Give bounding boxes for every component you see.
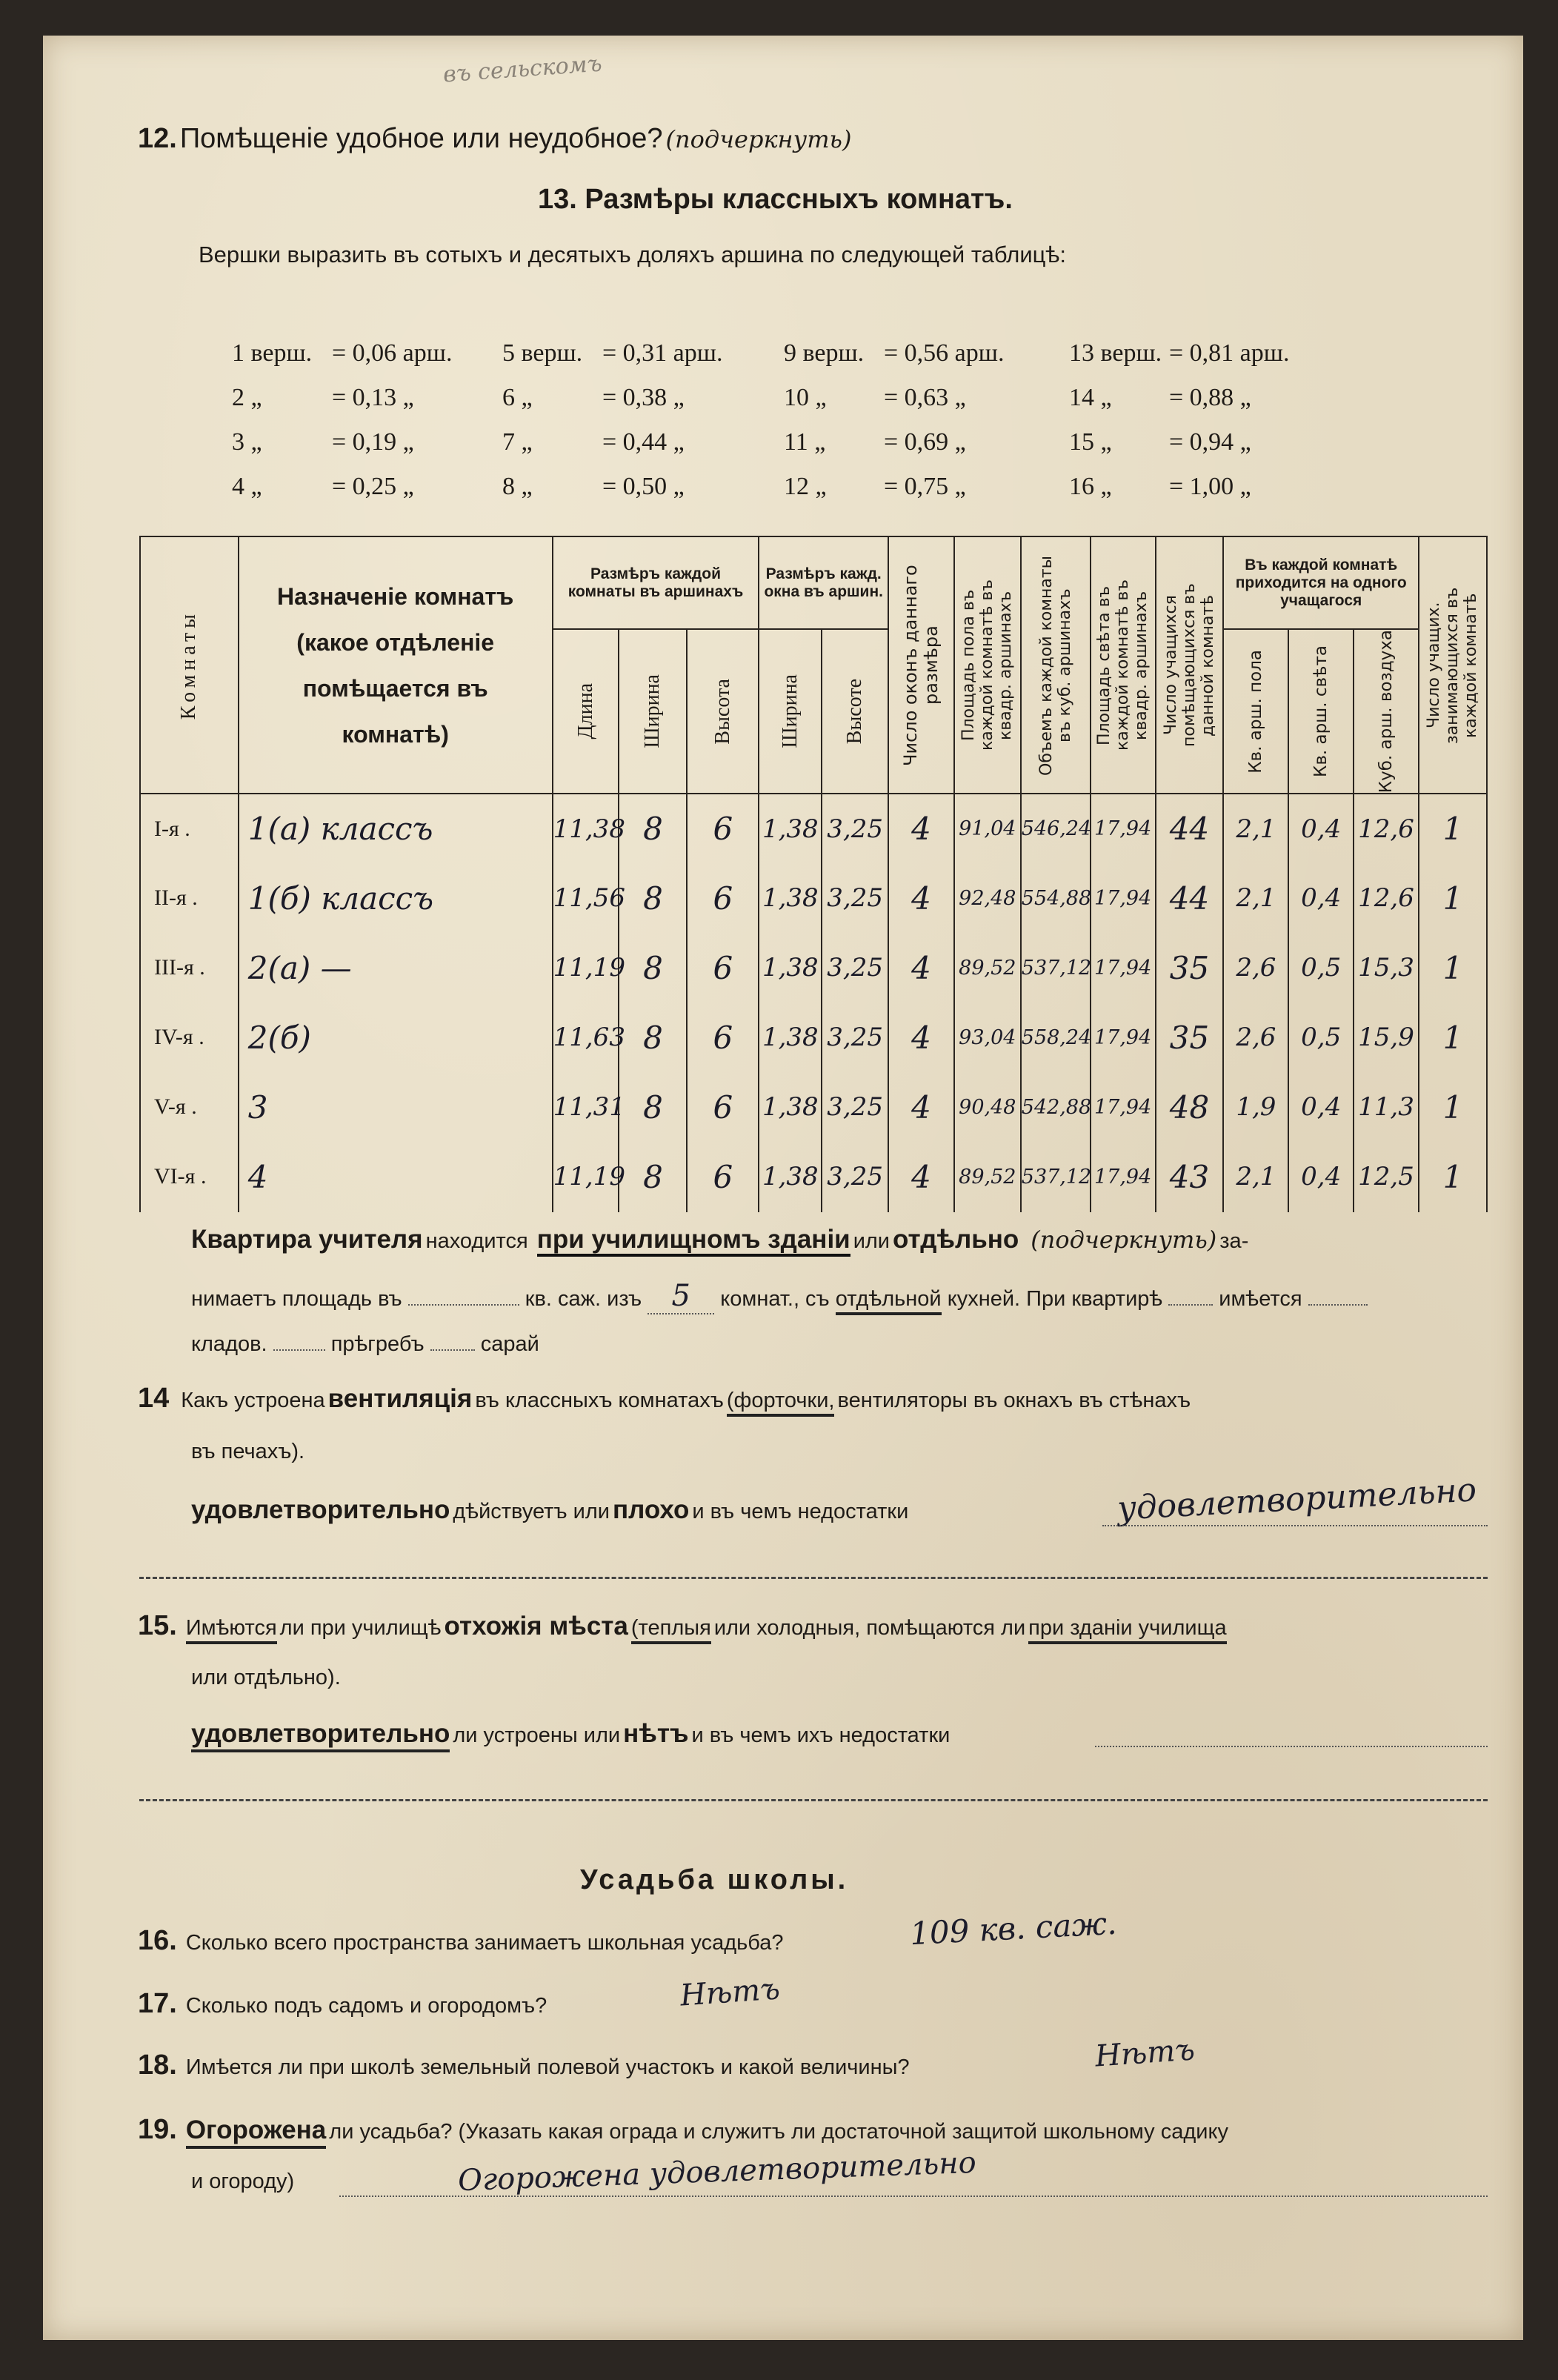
question-15: 15. Имѣются ли при училищѣ отхожія мѣста (теплыя или холодныя, помѣщаются ли при зданіи училища (138, 1610, 1227, 1642)
header-pupils-ratio: Число учащих. занимающихся въ каждой комнатѣ (1419, 536, 1487, 794)
cell-windows: 4 (888, 863, 954, 933)
header-width: Ширина (619, 629, 687, 794)
conversion-cell: 5 верш. (502, 339, 583, 367)
question-14: 14 Какъ устроена вентиляція въ классныхъ комнатахъ (форточки, вентиляторы въ окнахъ въ стѣнахъ (138, 1383, 1191, 1415)
question-number: 12. (138, 123, 177, 154)
conversion-cell: 1 верш. (232, 339, 313, 367)
header-sq-light: Кв. арш. свѣта (1288, 629, 1354, 794)
room-label: IV-я . (140, 1003, 239, 1072)
header-purpose: Назначеніе комнатъ (какое отдѣленіе помѣщается въ комнатѣ) (239, 536, 553, 794)
cell-width: 8 (619, 1142, 687, 1211)
conversion-cell: 8 „ (502, 473, 533, 500)
section-13-instruction: Вершки выразить въ сотыхъ и десятыхъ доляхъ аршина по следующей таблицѣ: (199, 242, 1067, 267)
cell-cub-air: 15,3 (1354, 933, 1419, 1003)
header-window-width: Ширина (759, 629, 822, 794)
answer-line (139, 1577, 1488, 1579)
answer-line (139, 1799, 1488, 1801)
question-16: 16. Сколько всего пространства занимаетъ школьная усадьба? (138, 1925, 784, 1956)
cell-light: 17,94 (1091, 794, 1156, 863)
header-length: Длина (553, 629, 619, 794)
cell-length: 11,63 (553, 1003, 619, 1072)
header-cub-air: Куб. арш. воздуха (1354, 629, 1419, 794)
cell-ratio: 1 (1419, 1072, 1487, 1142)
cell-width: 8 (619, 863, 687, 933)
cell-volume: 542,88 (1021, 1072, 1091, 1142)
cell-height: 6 (687, 1003, 759, 1072)
cell-width: 8 (619, 1072, 687, 1142)
cell-sq-floor: 1,9 (1223, 1072, 1288, 1142)
cell-sq-floor: 2,6 (1223, 933, 1288, 1003)
conversion-cell: = 0,94 „ (1169, 428, 1251, 456)
cell-win-w: 1,38 (759, 1003, 822, 1072)
cell-ratio: 1 (1419, 863, 1487, 933)
cell-cub-air: 12,6 (1354, 863, 1419, 933)
cell-win-w: 1,38 (759, 794, 822, 863)
cell-win-h: 3,25 (822, 1142, 888, 1211)
header-windows-count: Число оконъ даннаго размѣра (888, 536, 954, 794)
cell-light: 17,94 (1091, 863, 1156, 933)
cell-height: 6 (687, 933, 759, 1003)
cell-light: 17,94 (1091, 933, 1156, 1003)
question-14-answer: удовлетворительно (1116, 1471, 1478, 1528)
header-volume: Объемъ каждой комнаты въ куб. аршинахъ (1021, 536, 1091, 794)
cell-pupils: 44 (1156, 863, 1224, 933)
cell-sq-light: 0,4 (1288, 1142, 1354, 1211)
cell-cub-air: 15,9 (1354, 1003, 1419, 1072)
header-rooms: Комнаты (140, 536, 239, 794)
cell-windows: 4 (888, 1142, 954, 1211)
cell-length: 11,56 (553, 863, 619, 933)
cell-pupils: 44 (1156, 794, 1224, 863)
conversion-cell: 6 „ (502, 384, 533, 411)
question-18: 18. Имѣется ли при школѣ земельный полевой участокъ и какой величины? (138, 2050, 910, 2081)
cell-floor: 89,52 (954, 933, 1021, 1003)
table-row (140, 863, 1487, 933)
room-label: I-я . (140, 794, 239, 863)
header-floor-area: Площадь пола въ каждой комнатѣ въ квадр. аршинахъ (954, 536, 1021, 794)
room-purpose: 4 (239, 1142, 553, 1211)
conversion-cell: = 0,13 „ (332, 384, 414, 411)
margin-pencil-note: въ сельскомъ (442, 50, 603, 88)
conversion-cell: 7 „ (502, 428, 533, 456)
question-16-answer: 109 кв. саж. (908, 1904, 1118, 1952)
cell-win-w: 1,38 (759, 863, 822, 933)
cell-length: 11,19 (553, 933, 619, 1003)
conversion-cell: = 0,75 „ (884, 473, 966, 500)
cell-width: 8 (619, 794, 687, 863)
cell-floor: 93,04 (954, 1003, 1021, 1072)
conversion-cell: = 1,00 „ (1169, 473, 1251, 500)
room-label: II-я . (140, 863, 239, 933)
header-room-size: Размѣръ каждой комнаты въ аршинахъ (553, 536, 759, 629)
conversion-cell: = 0,56 арш. (884, 339, 1005, 367)
cell-win-h: 3,25 (822, 933, 888, 1003)
cell-height: 6 (687, 863, 759, 933)
cell-width: 8 (619, 1003, 687, 1072)
room-purpose: 2(б) (239, 1003, 553, 1072)
conversion-cell: 2 „ (232, 384, 262, 411)
cell-pupils: 48 (1156, 1072, 1224, 1142)
cell-sq-light: 0,4 (1288, 1072, 1354, 1142)
room-purpose: 1(б) классъ (239, 863, 553, 933)
cell-height: 6 (687, 1142, 759, 1211)
cell-floor: 91,04 (954, 794, 1021, 863)
room-label: V-я . (140, 1072, 239, 1142)
cell-light: 17,94 (1091, 1003, 1156, 1072)
underlined-choice: при училищномъ зданіи (537, 1225, 850, 1257)
cell-sq-light: 0,5 (1288, 933, 1354, 1003)
cell-ratio: 1 (1419, 933, 1487, 1003)
cell-sq-light: 0,5 (1288, 1003, 1354, 1072)
apartment-line-1: Квартира учителя находится при училищномъ зданіи или отдѣльно (подчеркнуть) за- (191, 1225, 1248, 1254)
room-purpose: 2(а) — (239, 933, 553, 1003)
cell-sq-light: 0,4 (1288, 794, 1354, 863)
cell-win-h: 3,25 (822, 863, 888, 933)
conversion-cell: 16 „ (1069, 473, 1112, 500)
question-text: Помѣщеніе удобное или неудобное? (179, 123, 663, 154)
conversion-cell: = 0,69 „ (884, 428, 966, 456)
cell-light: 17,94 (1091, 1072, 1156, 1142)
cell-sq-floor: 2,1 (1223, 1142, 1288, 1211)
table-row (140, 794, 1487, 863)
cell-cub-air: 12,6 (1354, 794, 1419, 863)
conversion-cell: = 0,44 „ (602, 428, 685, 456)
cell-length: 11,19 (553, 1142, 619, 1211)
cell-windows: 4 (888, 1003, 954, 1072)
cell-volume: 537,12 (1021, 933, 1091, 1003)
conversion-cell: = 0,19 „ (332, 428, 414, 456)
conversion-cell: = 0,25 „ (332, 473, 414, 500)
cell-cub-air: 12,5 (1354, 1142, 1419, 1211)
section-13-title: 13. Размѣры классныхъ комнатъ. (538, 184, 1013, 215)
cell-floor: 90,48 (954, 1072, 1021, 1142)
header-window-size: Размѣръ кажд. окна въ аршин. (759, 536, 888, 629)
room-purpose: 3 (239, 1072, 553, 1142)
cell-win-h: 3,25 (822, 1003, 888, 1072)
question-17: 17. Сколько подъ садомъ и огородомъ? (138, 1988, 547, 2019)
cell-floor: 92,48 (954, 863, 1021, 933)
cell-ratio: 1 (1419, 1142, 1487, 1211)
cell-win-w: 1,38 (759, 1142, 822, 1211)
cell-sq-light: 0,4 (1288, 863, 1354, 933)
header-pupils: Число учащихся помѣщающихся въ данной комнатѣ (1156, 536, 1224, 794)
conversion-cell: 15 „ (1069, 428, 1112, 456)
cell-ratio: 1 (1419, 1003, 1487, 1072)
question-14-line-3: удовлетворительно дѣйствуетъ или плохо и въ чемъ недостатки (191, 1495, 909, 1524)
conversion-cell: = 0,38 „ (602, 384, 685, 411)
cell-light: 17,94 (1091, 1142, 1156, 1211)
cell-length: 11,31 (553, 1072, 619, 1142)
conversion-cell: = 0,88 „ (1169, 384, 1251, 411)
conversion-cell: = 0,63 „ (884, 384, 966, 411)
conversion-cell: 9 верш. (784, 339, 865, 367)
question-14-line-2: въ печахъ). (191, 1440, 305, 1463)
cell-volume: 558,24 (1021, 1003, 1091, 1072)
question-19-answer: Огорожена удовлетворительно (457, 2145, 977, 2198)
conversion-cell: 3 „ (232, 428, 262, 456)
cell-volume: 537,12 (1021, 1142, 1091, 1211)
room-label: VI-я . (140, 1142, 239, 1211)
conversion-cell: = 0,06 арш. (332, 339, 453, 367)
cell-length: 11,38 (553, 794, 619, 863)
conversion-cell: 13 верш. (1069, 339, 1162, 367)
table-row (140, 1142, 1487, 1211)
cell-pupils: 35 (1156, 1003, 1224, 1072)
header-light-area: Площадь свѣта въ каждой комнатѣ въ квадр. аршинахъ (1091, 536, 1156, 794)
cell-windows: 4 (888, 794, 954, 863)
cell-win-h: 3,25 (822, 1072, 888, 1142)
question-18-answer: Нѣтъ (1093, 2032, 1196, 2074)
rooms-table (139, 536, 1488, 1212)
cell-win-h: 3,25 (822, 794, 888, 863)
header-sq-floor: Кв. арш. пола (1223, 629, 1288, 794)
rooms-count-answer: 5 (647, 1279, 714, 1314)
header-per-pupil: Въ каждой комнатѣ приходится на одного учащагося (1223, 536, 1419, 629)
cell-sq-floor: 2,1 (1223, 794, 1288, 863)
table-row (140, 1003, 1487, 1072)
estate-section-title: Усадьба школы. (580, 1864, 849, 1895)
cell-height: 6 (687, 794, 759, 863)
room-purpose: 1(а) классъ (239, 794, 553, 863)
question-15-line-2: или отдѣльно). (191, 1666, 341, 1689)
question-19-line-2: и огороду) (191, 2170, 295, 2193)
cell-floor: 89,52 (954, 1142, 1021, 1211)
cell-pupils: 35 (1156, 933, 1224, 1003)
room-label: III-я . (140, 933, 239, 1003)
question-19: 19. Огорожена ли усадьба? (Указать какая ограда и служитъ ли достаточной защитой школьному садику (138, 2114, 1228, 2146)
cell-windows: 4 (888, 1072, 954, 1142)
conversion-cell: = 0,31 арш. (602, 339, 723, 367)
question-17-answer: Нѣтъ (679, 1972, 782, 2013)
conversion-cell: 4 „ (232, 473, 262, 500)
conversion-cell: = 0,81 арш. (1169, 339, 1290, 367)
question-15-line-3: удовлетворительно ли устроены или нѣтъ и въ чемъ ихъ недостатки (191, 1719, 950, 1749)
conversion-cell: 12 „ (784, 473, 827, 500)
conversion-cell: 10 „ (784, 384, 827, 411)
cell-win-w: 1,38 (759, 1072, 822, 1142)
apartment-line-3: кладов. прѣгребъ сарай (191, 1332, 539, 1356)
cell-sq-floor: 2,6 (1223, 1003, 1288, 1072)
cell-ratio: 1 (1419, 794, 1487, 863)
cell-sq-floor: 2,1 (1223, 863, 1288, 933)
conversion-cell: = 0,50 „ (602, 473, 685, 500)
conversion-cell: 14 „ (1069, 384, 1112, 411)
question-12 (138, 123, 851, 155)
header-height: Высота (687, 629, 759, 794)
document-page (43, 36, 1523, 2340)
cell-volume: 554,88 (1021, 863, 1091, 933)
cell-height: 6 (687, 1072, 759, 1142)
cell-pupils: 43 (1156, 1142, 1224, 1211)
header-window-height: Высоте (822, 629, 888, 794)
question-note: (подчеркнуть) (665, 125, 852, 153)
conversion-cell: 11 „ (784, 428, 826, 456)
cell-width: 8 (619, 933, 687, 1003)
cell-cub-air: 11,3 (1354, 1072, 1419, 1142)
table-row (140, 1072, 1487, 1142)
cell-volume: 546,24 (1021, 794, 1091, 863)
cell-win-w: 1,38 (759, 933, 822, 1003)
cell-windows: 4 (888, 933, 954, 1003)
table-row (140, 933, 1487, 1003)
apartment-line-2: нимаетъ площадь въ кв. саж. изъ 5 комнат., съ отдѣльной кухней. При квартирѣ имѣется (191, 1279, 1488, 1314)
